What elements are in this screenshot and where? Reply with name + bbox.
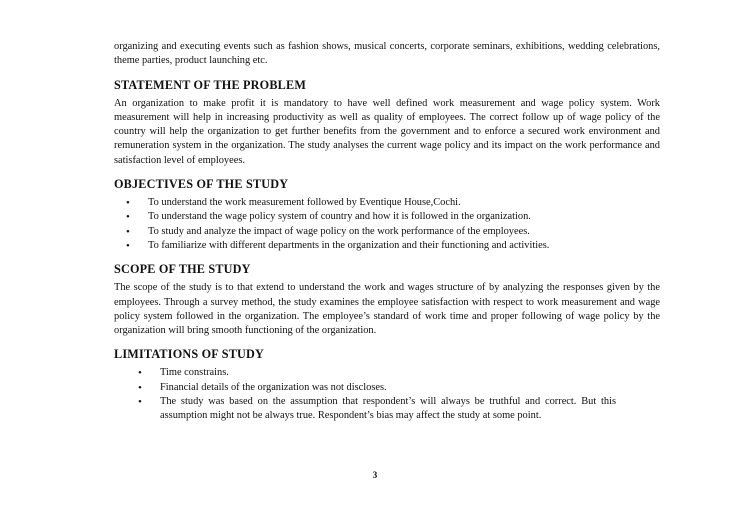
objective-item: • To familiarize with different departments in the organization and their functioning and activities. (114, 239, 660, 253)
limitation-item: • Time constrains. (114, 366, 660, 380)
objectives-list (114, 196, 660, 253)
page-content (114, 40, 660, 424)
scope-heading: SCOPE OF THE STUDY (114, 262, 251, 277)
objective-item: • To understand the wage policy system of country and how it is followed in the organization. (114, 210, 660, 224)
limitations-heading: LIMITATIONS OF STUDY (114, 347, 265, 362)
problem-heading: STATEMENT OF THE PROBLEM (114, 77, 307, 92)
page-number: 3 (372, 470, 378, 480)
scope-paragraph: The scope of the study is to that extend to understand the work and wages structure of by analyzing the responses given by the employees. Through a survey method, the study examines the employee satisfaction with respect to work measurement and wage policy system followed in the organization. The employee’s standard of work time and proper following of wage policy by the organization will bring smooth functioning of the organization. (114, 282, 660, 337)
objective-item: • To study and analyze the impact of wage policy on the work performance of the employees. (114, 225, 660, 239)
limitation-item: • Financial details of the organization was not discloses. (114, 381, 660, 395)
limitation-item: • The study was based on the assumption that respondent’s will always be truthful and correct. But this assumption might not be always true. Respondent’s bias may affect the study at some point. (114, 395, 660, 424)
objective-item: • To understand the work measurement followed by Eventique House,Cochi. (114, 196, 660, 210)
intro-paragraph: organizing and executing events such as fashion shows, musical concerts, corporate seminars, exhibitions, wedding celebrations, theme parties, product launching etc. (114, 41, 660, 67)
limitations-list (114, 366, 660, 423)
problem-paragraph: An organization to make profit it is mandatory to have well defined work measurement and wage policy system. Work measurement will help in increasing productivity as well as quality of employees. The correct follow up of wage policy of the country will help the organization to get further benefits from the government and to enforce a secured work environment and remuneration system in the organization. The study analyses the current wage policy and its impact on the work performance and satisfaction level of employees. (114, 97, 660, 166)
objectives-heading: OBJECTIVES OF THE STUDY (114, 177, 289, 192)
